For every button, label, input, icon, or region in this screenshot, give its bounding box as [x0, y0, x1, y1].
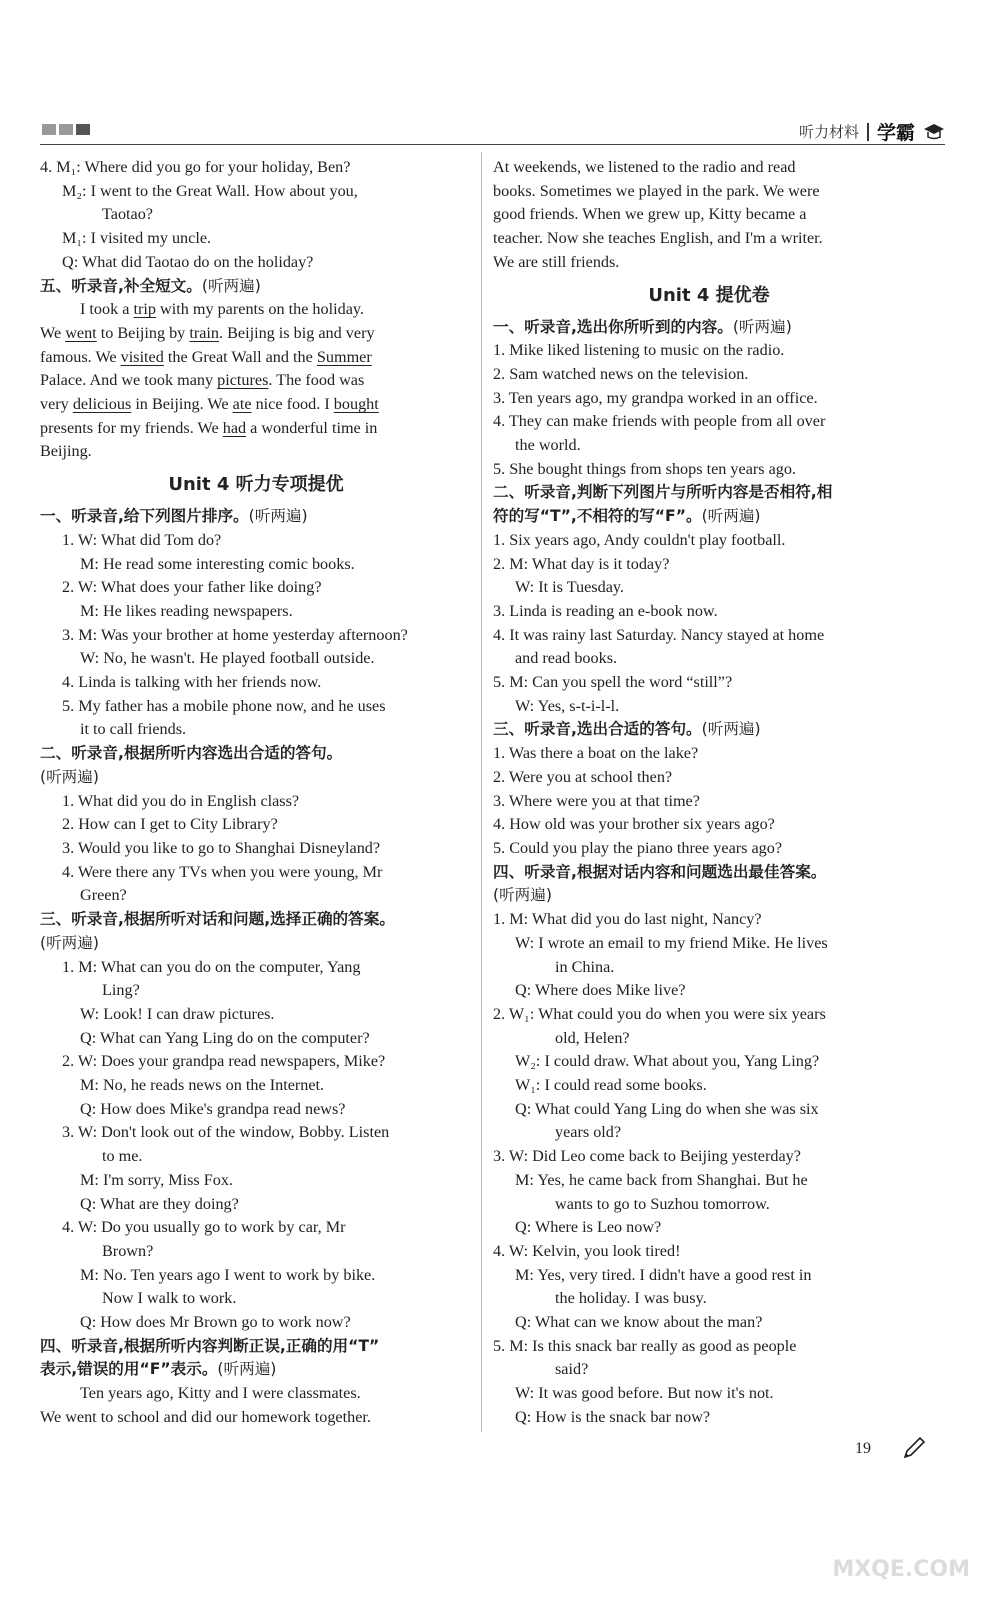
text-line: 1. Mike liked listening to music on the radio. — [493, 341, 785, 360]
watermark — [800, 1512, 970, 1582]
text-line: Brown? — [102, 1241, 154, 1260]
text-line: 2. M: What day is it today? — [493, 554, 670, 573]
section-heading: 三、听录音,选出合适的答句。(听两遍) — [493, 720, 761, 739]
text-line: M: I'm sorry, Miss Fox. — [80, 1170, 233, 1189]
header-right — [799, 118, 945, 145]
section-heading: 二、听录音,根据所听内容选出合适的答句。 — [40, 744, 343, 763]
text-line: Q: What did Taotao do on the holiday? — [62, 252, 314, 271]
text-line: 1. M: What can you do on the computer, Yang — [62, 957, 361, 976]
text-line: Green? — [80, 886, 127, 905]
text-line: 4. How old was your brother six years ago? — [493, 815, 775, 834]
text-line: 2. How can I get to City Library? — [62, 815, 278, 834]
passage-line: We are still friends. — [493, 252, 620, 271]
text-line: M: No. Ten years ago I went to work by bike. — [80, 1265, 376, 1284]
section-caption: (听两遍) — [40, 933, 99, 952]
passage-line: We went to school and did our homework together. — [40, 1407, 371, 1426]
text-line: 1. What did you do in English class? — [62, 791, 300, 810]
text-line: W: Yes, s-t-i-l-l. — [515, 696, 620, 715]
text-line: W: No, he wasn't. He played football outside. — [80, 649, 375, 668]
section-heading: 符的写“T”,不相符的写“F”。(听两遍) — [493, 507, 761, 526]
text-line: the holiday. I was busy. — [555, 1289, 707, 1308]
page-number: 19 — [855, 1440, 871, 1457]
text-line: Q: What can Yang Ling do on the computer? — [80, 1028, 370, 1047]
text-line: the world. — [515, 436, 581, 455]
text-line: it to call friends. — [80, 720, 187, 739]
text-line: 1. W: What did Tom do? — [62, 530, 222, 549]
text-line: 5. Could you play the piano three years ago? — [493, 838, 783, 857]
text-line: old, Helen? — [555, 1028, 630, 1047]
passage-line: books. Sometimes we played in the park. We were — [493, 181, 820, 200]
text-line: W: It was good before. But now it's not. — [515, 1384, 774, 1403]
text-line: 4. W: Do you usually go to work by car, Mr — [62, 1218, 346, 1237]
pencil-icon — [900, 1434, 928, 1462]
section-heading: 表示,错误的用“F”表示。(听两遍) — [40, 1360, 277, 1379]
text-line: M: Yes, very tired. I didn't have a good rest in — [515, 1265, 812, 1284]
text-line: Q: What can we know about the man? — [515, 1313, 763, 1332]
section-heading: 三、听录音,根据所听对话和问题,选择正确的答案。 — [40, 910, 395, 929]
text-line: 4. Were there any TVs when you were young, Mr — [62, 862, 383, 881]
text-line: 1. Was there a boat on the lake? — [493, 744, 699, 763]
section-heading: 四、听录音,根据对话内容和问题选出最佳答案。 — [493, 862, 827, 881]
text-line: M₁: I visited my uncle. — [62, 229, 212, 248]
text-line: 1. M: What did you do last night, Nancy? — [493, 910, 762, 929]
passage-line: famous. We visited the Great Wall and the Summer — [40, 347, 372, 366]
text-line: 5. She bought things from shops ten years ago. — [493, 459, 797, 478]
text-line: 3. M: Was your brother at home yesterday afternoon? — [62, 625, 408, 644]
answer-blank: visited — [120, 347, 164, 366]
text-line: 4. M₁: Where did you go for your holiday, Ben? — [40, 158, 351, 176]
text-line: Q: How does Mr Brown go to work now? — [80, 1313, 351, 1332]
text-line: W: It is Tuesday. — [515, 578, 624, 597]
graduation-cap-icon — [923, 121, 945, 143]
text-line: 4. It was rainy last Saturday. Nancy stayed at home — [493, 625, 825, 644]
text-line: Now I walk to work. — [102, 1289, 237, 1308]
text-line: Taotao? — [102, 205, 153, 224]
section-heading: 一、听录音,选出你所听到的内容。(听两遍) — [493, 317, 792, 336]
passage-line: At weekends, we listened to the radio and read — [493, 158, 796, 176]
text-line: 2. W: Does your grandpa read newspapers, Mike? — [62, 1052, 386, 1071]
text-line: W: I wrote an email to my friend Mike. He lives — [515, 933, 828, 952]
text-line: Q: What could Yang Ling do when she was six — [515, 1099, 819, 1118]
answer-blank: bought — [333, 395, 379, 414]
text-line: Q: Where does Mike live? — [515, 981, 686, 1000]
header-brand: 学霸 — [876, 122, 915, 144]
text-line: 3. Ten years ago, my grandpa worked in an office. — [493, 388, 818, 407]
answer-blank: delicious — [72, 395, 132, 414]
watermark-text: MXQE.COM — [832, 1557, 970, 1582]
passage-line: good friends. When we grew up, Kitty became a — [493, 205, 807, 224]
passage-line: presents for my friends. We had a wonderful time in — [40, 418, 378, 437]
text-line: W: Look! I can draw pictures. — [80, 1004, 275, 1023]
section-caption: (听两遍) — [493, 886, 552, 905]
passage-line: teacher. Now she teaches English, and I'm a writer. — [493, 229, 823, 248]
text-line: Ling? — [102, 981, 140, 1000]
unit-title: Unit 4 听力专项提优 — [168, 474, 344, 496]
answer-blank: train — [189, 323, 219, 342]
text-line: W₁: I could read some books. — [515, 1076, 707, 1095]
text-line: 2. W: What does your father like doing? — [62, 578, 322, 597]
text-line: wants to go to Suzhou tomorrow. — [555, 1194, 770, 1213]
text-line: 2. Sam watched news on the television. — [493, 364, 749, 383]
text-line: M: No, he reads news on the Internet. — [80, 1076, 325, 1095]
text-line: in China. — [555, 957, 615, 976]
section-caption: (听两遍) — [40, 767, 99, 786]
left-column — [40, 156, 472, 1430]
text-line: W₂: I could draw. What about you, Yang Ling? — [515, 1052, 820, 1071]
text-line: to me. — [102, 1147, 143, 1166]
answer-blank: went — [65, 323, 97, 342]
section-heading: 五、听录音,补全短文。(听两遍) — [40, 276, 261, 295]
text-line: 4. Linda is talking with her friends now. — [62, 673, 322, 692]
text-line: Q: How does Mike's grandpa read news? — [80, 1099, 346, 1118]
right-column — [493, 156, 925, 1430]
text-line: M: Yes, he came back from Shanghai. But he — [515, 1170, 808, 1189]
unit-title: Unit 4 提优卷 — [648, 284, 770, 306]
answer-blank: ate — [232, 395, 252, 414]
passage-line: Beijing. — [40, 442, 92, 461]
passage-line: very delicious in Beijing. We ate nice food. I bought — [40, 395, 379, 414]
answer-blank: pictures — [217, 371, 269, 390]
section-heading: 一、听录音,给下列图片排序。(听两遍) — [40, 507, 308, 526]
text-line: 4. W: Kelvin, you look tired! — [493, 1241, 681, 1260]
text-line: said? — [555, 1360, 589, 1379]
header-decoration — [42, 124, 90, 135]
header-separator — [867, 123, 869, 141]
section-heading: 二、听录音,判断下列图片与所听内容是否相符,相 — [493, 483, 833, 502]
text-line: 3. Linda is reading an e-book now. — [493, 601, 718, 620]
text-line: 1. Six years ago, Andy couldn't play football. — [493, 530, 786, 549]
text-line: Q: How is the snack bar now? — [515, 1407, 711, 1426]
text-line: M: He read some interesting comic books. — [80, 554, 355, 573]
text-line: 5. M: Can you spell the word “still”? — [493, 673, 733, 692]
passage-line: We went to Beijing by train. Beijing is big and very — [40, 323, 375, 342]
passage-line: I took a trip with my parents on the holiday. — [80, 300, 364, 319]
column-divider — [481, 152, 482, 1432]
text-line: and read books. — [515, 649, 618, 668]
text-line: Q: Where is Leo now? — [515, 1218, 662, 1237]
page-header — [40, 118, 945, 145]
text-line: 3. Would you like to go to Shanghai Disneyland? — [62, 838, 381, 857]
text-line: years old? — [555, 1123, 622, 1142]
text-line: 3. Where were you at that time? — [493, 791, 700, 810]
text-line: 4. They can make friends with people from all over — [493, 412, 826, 431]
text-line: 3. W: Did Leo come back to Beijing yesterday? — [493, 1147, 801, 1166]
text-line: 5. M: Is this snack bar really as good as people — [493, 1336, 797, 1355]
text-line: 2. Were you at school then? — [493, 767, 673, 786]
text-line: 3. W: Don't look out of the window, Bobby. Listen — [62, 1123, 390, 1142]
text-line: M: He likes reading newspapers. — [80, 601, 293, 620]
answer-blank: Summer — [316, 347, 372, 366]
section-heading: 四、听录音,根据所听内容判断正误,正确的用“T” — [40, 1336, 380, 1355]
text-line: 2. W₁: What could you do when you were six years — [493, 1004, 826, 1023]
text-line: M₂: I went to the Great Wall. How about you, — [62, 181, 358, 200]
header-label: 听力材料 — [798, 123, 859, 141]
answer-blank: trip — [133, 300, 156, 319]
passage-line: Palace. And we took many pictures. The food was — [40, 371, 365, 390]
passage-line: Ten years ago, Kitty and I were classmates. — [80, 1384, 361, 1403]
text-line: Q: What are they doing? — [80, 1194, 239, 1213]
answer-blank: had — [222, 418, 247, 437]
text-line: 5. My father has a mobile phone now, and he uses — [62, 696, 386, 715]
